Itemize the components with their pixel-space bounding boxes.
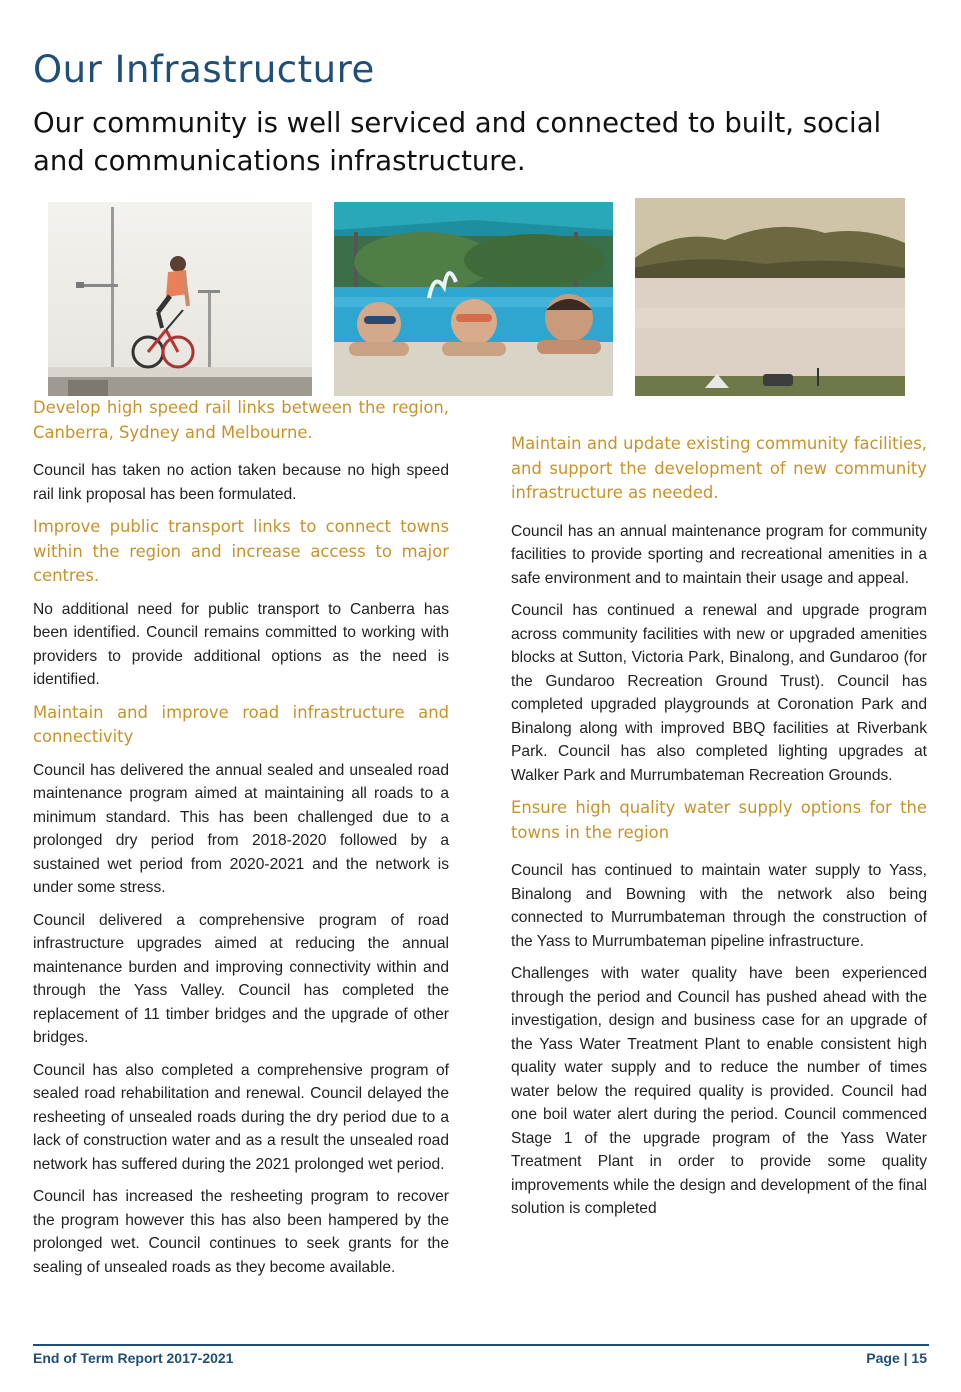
photo-bmx-rider [48,202,312,396]
photo-swimming-pool [334,202,613,396]
photo-lake-landscape [635,198,905,396]
footer-report-title: End of Term Report 2017-2021 [33,1350,234,1366]
paragraph-water-supply: Council has continued to maintain water supply to Yass, Binalong and Bowning with the network also being connected to Murrumbateman through the construction of the Yass to Murrumbateman pipeline infrastructure. [511,862,927,950]
paragraph-roads-resheeting: Council has increased the resheeting program to recover the program however this has also been hampered by the prolonged wet. Council continues to seek grants for the sealing of unsealed roads as they become available. [33,1188,449,1276]
right-column [511,432,927,1230]
paragraph-roads-upgrades: Council delivered a comprehensive program of road infrastructure upgrades aimed at reducing the annual maintenance burden and improving connectivity within and through the Yass Valley. Council has completed the replacement of 11 timber bridges and the upgrade of other bridges. [33,911,449,1046]
section-heading-community-facilities: Maintain and update existing community facilities, and support the development of new community infrastructure as needed. [511,434,927,502]
page-subtitle: Our community is well serviced and connected to built, social and communications infrastructure. [33,107,882,177]
paragraph-public-transport: No additional need for public transport to Canberra has been identified. Council remains committed to working with providers to provide additional options as the need is identified. [33,600,449,688]
footer-page-number: Page | 15 [866,1350,927,1366]
paragraph-facilities-maintenance: Council has an annual maintenance program for community facilities to provide sporting and recreational amenities in a safe environment and to maintain their usage and appeal. [511,522,927,587]
paragraph-water-quality: Challenges with water quality have been experienced through the period and Council has pushed ahead with the investigation, design and business case for an upgrade of the Yass Water Treatment Plant to enable consistent high quality water supply and to reduce the number of times water below the required quality is provided. Council had one boil water alert during the period. Council commenced Stage 1 of the upgrade program of the Yass Water Treatment Plant in order to provide some quality improvements while the design and development of the final solution is completed [511,965,927,1217]
section-heading-roads: Maintain and improve road infrastructure and connectivity [33,702,449,746]
paragraph-facilities-renewal: Council has continued a renewal and upgrade program across community facilities with new or upgraded amenities blocks at Sutton, Victoria Park, Binalong, and Gundaroo (for the Gundaroo Recreation Ground Trust). Council has completed upgraded playgrounds at Coronation Park and Binalong along with improved BBQ facilities at Riverbank Park. Council has also completed lighting upgrades at Walker Park and Murrumbateman Recreation Grounds. [511,602,927,784]
page-title: Our Infrastructure [33,48,375,91]
section-heading-water-supply: Ensure high quality water supply options for the towns in the region [511,798,927,842]
section-heading-rail: Develop high speed rail links between the region, Canberra, Sydney and Melbourne. [33,398,449,442]
paragraph-rail: Council has taken no action taken because no high speed rail link proposal has been formulated. [33,462,449,503]
paragraph-roads-rehabilitation: Council has also completed a comprehensive program of sealed road rehabilitation and renewal. Council delayed the resheeting of unsealed roads during the dry period due to a lack of construction water and as a result the unsealed road network has suffered during the 2021 prolonged wet period. [33,1061,449,1173]
paragraph-roads-maintenance: Council has delivered the annual sealed and unsealed road maintenance program aimed at maintaining all roads to a minimum standard. This has been challenged due to a prolonged dry period from 2018-2020 followed by a sustained wet period from 2020-2021 and the network is under some stress. [33,761,449,896]
section-heading-public-transport: Improve public transport links to connect towns within the region and increase access to major centres. [33,517,449,585]
left-column [33,396,449,1288]
footer-divider [33,1344,929,1346]
